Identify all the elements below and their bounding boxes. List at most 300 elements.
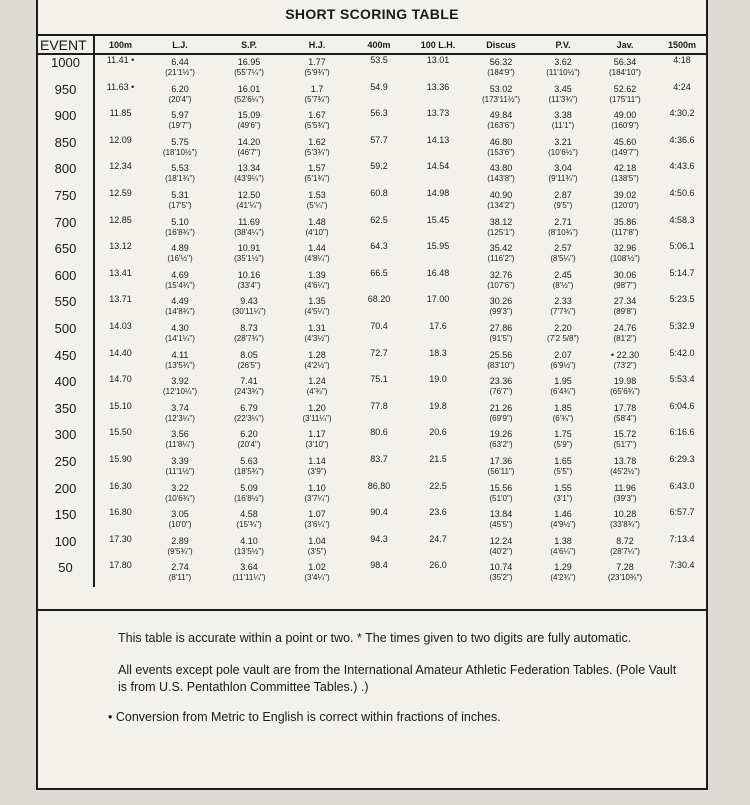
time-100m: [94, 481, 146, 508]
mark-sp: [214, 401, 284, 428]
time-400m: [350, 82, 408, 109]
imperial-value: (35'2"): [489, 573, 513, 583]
metric-value: 1.29: [554, 562, 572, 573]
metric-value: 49.84: [489, 110, 513, 121]
imperial-value: (13'5¾"): [165, 360, 195, 370]
metric-value: 17.78: [613, 402, 637, 413]
mark-sp: [214, 560, 284, 587]
time-100m-text: 13.71: [109, 294, 132, 305]
metric-value: 49.00: [613, 110, 637, 121]
time-100-low-hurdles: [408, 108, 468, 135]
time-1500m: [658, 560, 706, 587]
imperial-value: (153'6"): [487, 147, 515, 157]
table-row: [38, 454, 706, 481]
time-400m-text: 94.3: [370, 533, 388, 544]
metric-value: 52.62: [613, 83, 637, 94]
imperial-value: (8'½"): [552, 280, 574, 290]
imperial-value: (56'11"): [487, 466, 515, 476]
mark-discus: [468, 454, 534, 481]
mark-pv: [534, 54, 592, 82]
mark-discus: [468, 507, 534, 534]
metric-value: 4.49: [171, 296, 189, 307]
imperial-value: (3'11¼"): [302, 413, 332, 423]
metric-value: 16.01: [237, 83, 261, 94]
imperial-value: (6'9½"): [550, 360, 576, 370]
metric-value: 53.02: [489, 83, 513, 94]
imperial-value: (11'1"): [551, 121, 575, 131]
metric-value: 2.87: [554, 189, 572, 200]
points-text: 650: [54, 241, 77, 257]
metric-value: 3.62: [554, 57, 572, 67]
imperial-value: (14'8¾"): [165, 307, 195, 317]
mark-sp: [214, 82, 284, 109]
imperial-value: (51'0"): [489, 493, 513, 503]
time-100-low-hurdles: [408, 54, 468, 82]
points-value: [38, 401, 94, 428]
imperial-value: (18'5¾"): [234, 466, 264, 476]
imperial-value: (69'9"): [489, 413, 513, 423]
imperial-value: (11'3¾"): [548, 94, 578, 104]
imperial-value: (6'¾"): [552, 413, 574, 423]
mark-sp: [214, 374, 284, 401]
time-400m: [350, 135, 408, 162]
metric-value: 12.24: [489, 535, 513, 546]
time-lh-text: 16.48: [426, 267, 450, 278]
time-lh-text: 19.8: [429, 400, 447, 411]
points-text: 850: [54, 134, 77, 150]
time-lh-text: 23.6: [429, 507, 447, 518]
metric-value: 12.50: [237, 189, 261, 200]
time-400m: [350, 321, 408, 348]
mark-pv: [534, 454, 592, 481]
mark-discus: [468, 427, 534, 454]
imperial-value: (41'¼"): [236, 200, 262, 210]
points-value: [38, 161, 94, 188]
mark-pv: [534, 427, 592, 454]
imperial-value: (23'10¾"): [607, 573, 643, 583]
time-400m: [350, 348, 408, 375]
mark-lj: [146, 108, 214, 135]
time-1500m-text: 4:36.6: [669, 134, 695, 145]
time-100m: [94, 54, 146, 82]
mark-discus: [468, 135, 534, 162]
imperial-value: (5'7¾"): [304, 94, 330, 104]
time-1500m: [658, 108, 706, 135]
metric-value: 10.28: [613, 509, 637, 520]
points-value: [38, 241, 94, 268]
time-lh-text: 18.3: [429, 347, 447, 358]
mark-hj: [284, 54, 350, 82]
points-text: 1000: [51, 55, 80, 70]
time-100m-text: 13.41: [109, 267, 132, 278]
time-100-low-hurdles: [408, 560, 468, 587]
metric-value: 9.43: [240, 296, 258, 307]
time-lh-text: 22.5: [429, 480, 447, 491]
metric-value: 1.48: [308, 216, 326, 227]
time-400m-text: 90.4: [370, 507, 388, 518]
mark-jav: [592, 507, 658, 534]
time-1500m-text: 7:13.4: [669, 533, 695, 544]
metric-value: 2.20: [554, 322, 572, 333]
imperial-value: (5'5"): [553, 466, 573, 476]
mark-jav: [592, 54, 658, 82]
time-100-low-hurdles: [408, 401, 468, 428]
metric-value: 15.09: [237, 110, 261, 121]
header-row: [38, 36, 706, 54]
imperial-value: (76'7"): [489, 387, 513, 397]
mark-lj: [146, 188, 214, 215]
time-400m: [350, 507, 408, 534]
metric-value: 39.02: [613, 189, 637, 200]
header-100-low-hurdles: 100 L.H.: [408, 36, 468, 54]
mark-hj: [284, 82, 350, 109]
mark-hj: [284, 268, 350, 295]
time-100m-text: 17.30: [109, 533, 132, 544]
header-shot-put: S.P.: [214, 36, 284, 54]
mark-jav: [592, 374, 658, 401]
metric-value: 3.21: [554, 136, 572, 147]
metric-value: 17.36: [489, 455, 513, 466]
time-lh-text: 14.54: [426, 161, 450, 172]
header-event: EVENT: [38, 36, 94, 54]
table-row: [38, 481, 706, 508]
imperial-value: (21'1½"): [165, 68, 195, 77]
imperial-value: (43'9¼"): [234, 174, 264, 184]
time-lh-text: 15.95: [426, 241, 450, 252]
metric-value: 35.86: [613, 216, 637, 227]
imperial-value: (15'4¾"): [165, 280, 195, 290]
table-row: [38, 268, 706, 295]
time-lh-text: 24.7: [429, 533, 447, 544]
time-100m: [94, 348, 146, 375]
imperial-value: (4'2½"): [304, 360, 330, 370]
time-1500m-text: 6:29.3: [669, 453, 695, 464]
metric-value: 1.46: [554, 509, 572, 520]
mark-lj: [146, 241, 214, 268]
points-text: 450: [54, 347, 77, 363]
metric-value: 8.72: [616, 535, 634, 546]
imperial-value: (98'7"): [613, 280, 637, 290]
mark-sp: [214, 135, 284, 162]
mark-lj: [146, 481, 214, 508]
imperial-value: (10'6¾"): [165, 493, 195, 503]
imperial-value: (39'3"): [613, 493, 637, 503]
header-javelin: Jav.: [592, 36, 658, 54]
mark-discus: [468, 241, 534, 268]
metric-value: 1.44: [308, 243, 326, 254]
metric-value: 4.11: [171, 349, 189, 360]
time-100-low-hurdles: [408, 348, 468, 375]
time-400m: [350, 374, 408, 401]
metric-value: 5.63: [240, 455, 258, 466]
time-100m-text: 12.59: [109, 187, 132, 198]
header-100m: 100m: [94, 36, 146, 54]
imperial-value: (35'1½"): [234, 254, 264, 264]
mark-discus: [468, 215, 534, 242]
mark-pv: [534, 161, 592, 188]
mark-discus: [468, 268, 534, 295]
time-1500m: [658, 268, 706, 295]
imperial-value: (20'4"): [168, 94, 192, 104]
time-100m: [94, 454, 146, 481]
table-row: [38, 135, 706, 162]
imperial-value: (4'10"): [305, 227, 329, 237]
points-text: 800: [54, 161, 77, 177]
mark-hj: [284, 215, 350, 242]
metric-value: 4.58: [240, 509, 258, 520]
metric-value: 10.91: [237, 243, 261, 254]
imperial-value: (117'8"): [611, 227, 639, 237]
time-100-low-hurdles: [408, 188, 468, 215]
metric-value: 6.44: [171, 57, 189, 67]
metric-value: 1.53: [308, 189, 326, 200]
imperial-value: (4'6¼"): [304, 280, 330, 290]
table-row: [38, 108, 706, 135]
mark-lj: [146, 507, 214, 534]
time-100-low-hurdles: [408, 481, 468, 508]
imperial-value: (7'2 5/8"): [547, 333, 579, 343]
imperial-value: (26'5"): [237, 360, 261, 370]
time-100m: [94, 294, 146, 321]
metric-value: 1.67: [308, 110, 326, 121]
mark-discus: [468, 348, 534, 375]
mark-jav: [592, 241, 658, 268]
mark-jav: [592, 108, 658, 135]
metric-value: 1.17: [308, 429, 326, 440]
imperial-value: (5'¼"): [306, 200, 328, 210]
metric-value: 1.10: [308, 482, 326, 493]
table-row: [38, 54, 706, 82]
time-100m-text: 14.03: [109, 320, 132, 331]
imperial-value: (149'7"): [611, 147, 639, 157]
imperial-value: (116'2"): [487, 254, 515, 264]
mark-discus: [468, 374, 534, 401]
time-400m-text: 83.7: [370, 453, 388, 464]
imperial-value: (20'4"): [237, 440, 261, 450]
mark-discus: [468, 108, 534, 135]
imperial-value: (3'4¼"): [304, 573, 330, 583]
imperial-value: (12'10¼"): [162, 387, 198, 397]
table-row: [38, 374, 706, 401]
time-100m: [94, 188, 146, 215]
time-400m-text: 75.1: [370, 374, 388, 385]
imperial-value: (3'9"): [307, 466, 327, 476]
mark-discus: [468, 54, 534, 82]
time-1500m-text: 6:57.7: [669, 507, 695, 518]
mark-lj: [146, 454, 214, 481]
imperial-value: (11'11¼"): [232, 573, 266, 583]
metric-value: 7.28: [616, 562, 634, 573]
mark-discus: [468, 321, 534, 348]
imperial-value: (175'11"): [609, 94, 641, 104]
metric-value: 13.78: [613, 455, 637, 466]
points-value: [38, 135, 94, 162]
note-conversion: • Conversion from Metric to English is correct within fractions of inches.: [108, 710, 501, 724]
time-400m-text: 59.2: [370, 161, 388, 172]
time-1500m-text: 6:16.6: [669, 427, 695, 438]
metric-value: 3.38: [554, 110, 572, 121]
imperial-value: (184'10"): [609, 68, 641, 77]
mark-hj: [284, 560, 350, 587]
imperial-value: (9'11¾"): [548, 174, 578, 184]
time-1500m-text: 5:06.1: [669, 241, 695, 252]
imperial-value: (4'9½"): [550, 520, 576, 530]
imperial-value: (15'¾"): [236, 520, 262, 530]
notes-divider: [38, 609, 706, 611]
metric-value: 2.89: [171, 535, 189, 546]
metric-value: 23.36: [489, 376, 513, 387]
time-100-low-hurdles: [408, 534, 468, 561]
imperial-value: (134'2"): [487, 200, 515, 210]
time-400m-text: 80.6: [370, 427, 388, 438]
time-lh-text: 19.0: [429, 374, 447, 385]
time-lh-text: 21.5: [429, 453, 447, 464]
mark-jav: [592, 215, 658, 242]
points-text: 600: [54, 267, 77, 283]
time-100m: [94, 215, 146, 242]
imperial-value: (11'10½"): [546, 68, 580, 77]
scoring-table-sheet: [36, 0, 708, 790]
mark-discus: [468, 560, 534, 587]
time-400m-text: 72.7: [370, 347, 388, 358]
metric-value: 3.92: [171, 376, 189, 387]
imperial-value: (16'8½"): [234, 493, 264, 503]
points-text: 500: [54, 320, 77, 336]
metric-value: 8.73: [240, 322, 258, 333]
time-1500m-text: 5:42.0: [669, 347, 695, 358]
imperial-value: (51'7"): [613, 440, 637, 450]
mark-lj: [146, 374, 214, 401]
metric-value: 14.20: [237, 136, 261, 147]
imperial-value: (14'1¼"): [165, 333, 195, 343]
time-1500m-text: 4:18: [673, 55, 691, 65]
header-400m: 400m: [350, 36, 408, 54]
metric-value: 1.65: [554, 455, 572, 466]
metric-value: 11.96: [614, 482, 636, 493]
imperial-value: (4'3½"): [304, 333, 330, 343]
time-100m-text: 12.34: [109, 161, 132, 172]
table-row: [38, 294, 706, 321]
points-value: [38, 321, 94, 348]
metric-value: 1.14: [308, 455, 326, 466]
points-value: [38, 374, 94, 401]
header-1500m: 1500m: [658, 36, 706, 54]
points-value: [38, 427, 94, 454]
metric-value: 1.31: [308, 322, 326, 333]
metric-value: 3.05: [171, 509, 189, 520]
time-1500m: [658, 454, 706, 481]
time-100m-text: 15.50: [109, 427, 132, 438]
header-discus: Discus: [468, 36, 534, 54]
metric-value: 6.20: [240, 429, 258, 440]
metric-value: 1.62: [308, 136, 326, 147]
metric-value: 2.07: [554, 349, 572, 360]
imperial-value: (5'9¾"): [304, 68, 330, 77]
time-400m: [350, 294, 408, 321]
time-1500m: [658, 321, 706, 348]
metric-value: 2.33: [554, 296, 572, 307]
metric-value: 1.24: [308, 376, 326, 387]
time-1500m-text: 5:32.9: [669, 320, 695, 331]
imperial-value: (120'0"): [611, 200, 639, 210]
time-100m-text: 15.90: [109, 453, 132, 464]
mark-pv: [534, 481, 592, 508]
metric-value: 43.80: [489, 163, 513, 174]
points-text: 750: [54, 187, 77, 203]
header-pole-vault: P.V.: [534, 36, 592, 54]
time-1500m: [658, 161, 706, 188]
imperial-value: (9'5¾"): [167, 546, 193, 556]
time-100-low-hurdles: [408, 161, 468, 188]
mark-sp: [214, 454, 284, 481]
mark-lj: [146, 161, 214, 188]
metric-value: 10.74: [489, 562, 513, 573]
points-value: [38, 54, 94, 82]
mark-hj: [284, 401, 350, 428]
points-value: [38, 215, 94, 242]
mark-hj: [284, 108, 350, 135]
time-100-low-hurdles: [408, 82, 468, 109]
metric-value: 13.34: [237, 163, 261, 174]
imperial-value: (9'5"): [553, 200, 573, 210]
metric-value: 1.95: [554, 376, 572, 387]
metric-value: 1.02: [308, 562, 326, 573]
metric-value: 7.41: [240, 376, 258, 387]
time-100m: [94, 82, 146, 109]
time-100-low-hurdles: [408, 321, 468, 348]
time-100m-text: 11.63: [106, 81, 129, 92]
time-100-low-hurdles: [408, 135, 468, 162]
mark-pv: [534, 108, 592, 135]
mark-sp: [214, 294, 284, 321]
imperial-value: (173'11½"): [481, 94, 521, 104]
time-100m-text: 11.85: [109, 108, 132, 119]
imperial-value: (4'2¾"): [550, 573, 576, 583]
mark-jav: [592, 135, 658, 162]
imperial-value: (5'9"): [553, 440, 573, 450]
metric-value: 32.96: [613, 243, 637, 254]
time-100m: [94, 427, 146, 454]
imperial-value: (28'7¼"): [610, 546, 640, 556]
imperial-value: (160'9"): [611, 121, 639, 131]
points-text: 250: [54, 453, 77, 469]
metric-value: 4.30: [171, 322, 189, 333]
metric-value: 5.10: [171, 216, 189, 227]
table-row: [38, 401, 706, 428]
time-100m: [94, 401, 146, 428]
time-400m-text: 53.5: [370, 55, 388, 65]
imperial-value: (49'6"): [237, 121, 261, 131]
imperial-value: (4'¾"): [306, 387, 328, 397]
metric-value: 1.55: [554, 482, 572, 493]
mark-sp: [214, 534, 284, 561]
imperial-value: (10'0"): [168, 520, 192, 530]
imperial-value: (22'3¼"): [234, 413, 264, 423]
imperial-value: (5'1¾"): [304, 174, 330, 184]
metric-value: 1.38: [554, 535, 572, 546]
time-100m: [94, 534, 146, 561]
points-value: [38, 82, 94, 109]
time-1500m-text: 4:58.3: [669, 214, 695, 225]
metric-value: 1.35: [308, 296, 326, 307]
points-value: [38, 268, 94, 295]
mark-lj: [146, 321, 214, 348]
points-text: 50: [58, 560, 73, 576]
time-1500m: [658, 534, 706, 561]
metric-value: 6.20: [171, 83, 189, 94]
points-value: [38, 108, 94, 135]
imperial-value: (8'11"): [168, 573, 192, 583]
